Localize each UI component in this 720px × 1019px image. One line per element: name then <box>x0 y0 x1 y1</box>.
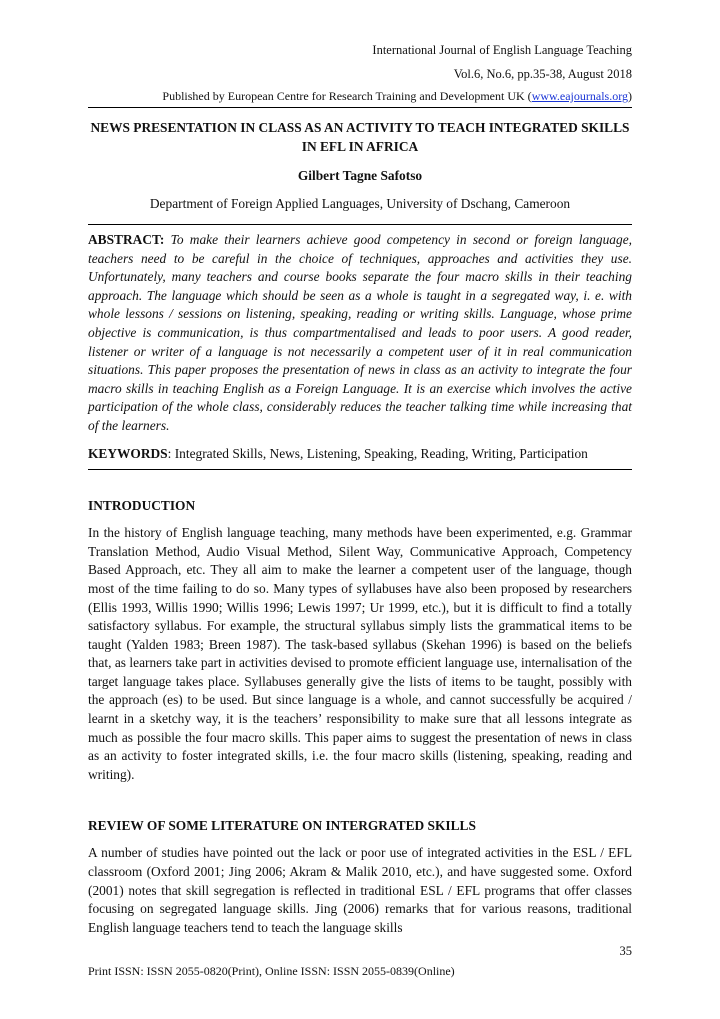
article-page <box>88 38 632 937</box>
abstract-label: ABSTRACT: <box>88 232 165 247</box>
page-number: 35 <box>619 944 632 958</box>
keywords-label: KEYWORDS <box>88 445 168 461</box>
abstract-block <box>88 224 632 470</box>
publisher-text: Published by European Centre for Research Training and Development UK ( <box>162 89 532 103</box>
section-body-introduction: In the history of English language teaching, many methods have been experimented, e.g. Grammar Translation Method, Audio Visual Method, Silent Way, Communicative Approach, Competency Based Approach, etc. They all aim to make the learner a competent user of the language, though most of the time failing to do so. Many types of syllabuses have also been proposed by researchers (Ellis 1993, Willis 1990; Willis 1996; Lewis 1997; Ur 1999, etc.), but it is difficult to find a totally satisfactory syllabus. For example, the structural syllabus simply lists the grammatical items to be taught (Yalden 1983; Breen 1987). The task-based syllabus (Skehan 1996) is based on the beliefs that, as learners take part in activities devised to promote efficient language use, internalisation of the target language takes place. Syllabuses generally give the lists of items to be taught, possibly with the approach (es) to be used. But since language is a whole, and cannot successfully be acquired / learnt in a sketchy way, it is the teachers’ responsibility to make sure that all lessons integrate as much as possible the four macro skills. This paper aims to suggest the presentation of news in class as an activity to foster integrated skills, i.e. the four macro skills (listening, speaking, reading and writing). <box>88 525 632 782</box>
journal-name: International Journal of English Language Teaching <box>372 43 632 57</box>
publisher-link[interactable]: www.eajournals.org <box>531 89 628 103</box>
abstract-text: To make their learners achieve good competency in second or foreign language, teachers need to be careful in the choice of techniques, approaches and activities they use. Unfortunately, many teachers and course books separate the four macro skills in their teaching approach. The language which should be seen as a whole is taught in a segregated way, i. e. with whole lessons / sessions on listening, speaking, reading or writing skills. Language, whose prime objective is communication, is thus compartmentalised and leads to poor users. A good reader, listener or writer of a language is not necessarily a competent user of it in real communication situations. This paper proposes the presentation of news in class as an activity to integrate the four macro skills in teaching English as a Foreign Language. It is an exercise which involves the active participation of the whole class, considerably reduces the teacher talking time while increasing that of the learners. <box>88 232 632 433</box>
author-affiliation: Department of Foreign Applied Languages, University of Dschang, Cameroon <box>149 196 571 211</box>
article-title: NEWS PRESENTATION IN CLASS AS AN ACTIVITY TO TEACH INTEGRATED SKILLS IN EFL IN AFRICA <box>90 120 630 154</box>
publisher-suffix: ) <box>628 89 632 103</box>
author-name: Gilbert Tagne Safotso <box>297 168 423 183</box>
footer-issn: Print ISSN: ISSN 2055-0820(Print), Online ISSN: ISSN 2055-0839(Online) <box>88 964 455 978</box>
section-heading-introduction: INTRODUCTION <box>88 498 196 514</box>
volume-info: Vol.6, No.6, pp.35-38, August 2018 <box>453 67 632 81</box>
keywords-line <box>88 445 632 471</box>
abstract-paragraph <box>88 231 632 436</box>
section-body-literature-review: A number of studies have pointed out the lack or poor use of integrated activities in the ESL / EFL classroom (Oxford 2001; Jing 2006; Akram & Malik 2010, etc.), and have suggested some. Oxford (2001) notes that skill segregation is reflected in traditional ESL / EFL programs that offer classes focusing on segregated language skills. Jing (2006) remarks that for various reasons, traditional English language teachers tend to teach the language skills <box>88 845 632 935</box>
keywords-text: : Integrated Skills, News, Listening, Speaking, Reading, Writing, Participation <box>167 445 588 461</box>
publisher-line <box>88 86 632 108</box>
section-heading-literature-review: REVIEW OF SOME LITERATURE ON INTERGRATED SKILLS <box>88 818 476 834</box>
